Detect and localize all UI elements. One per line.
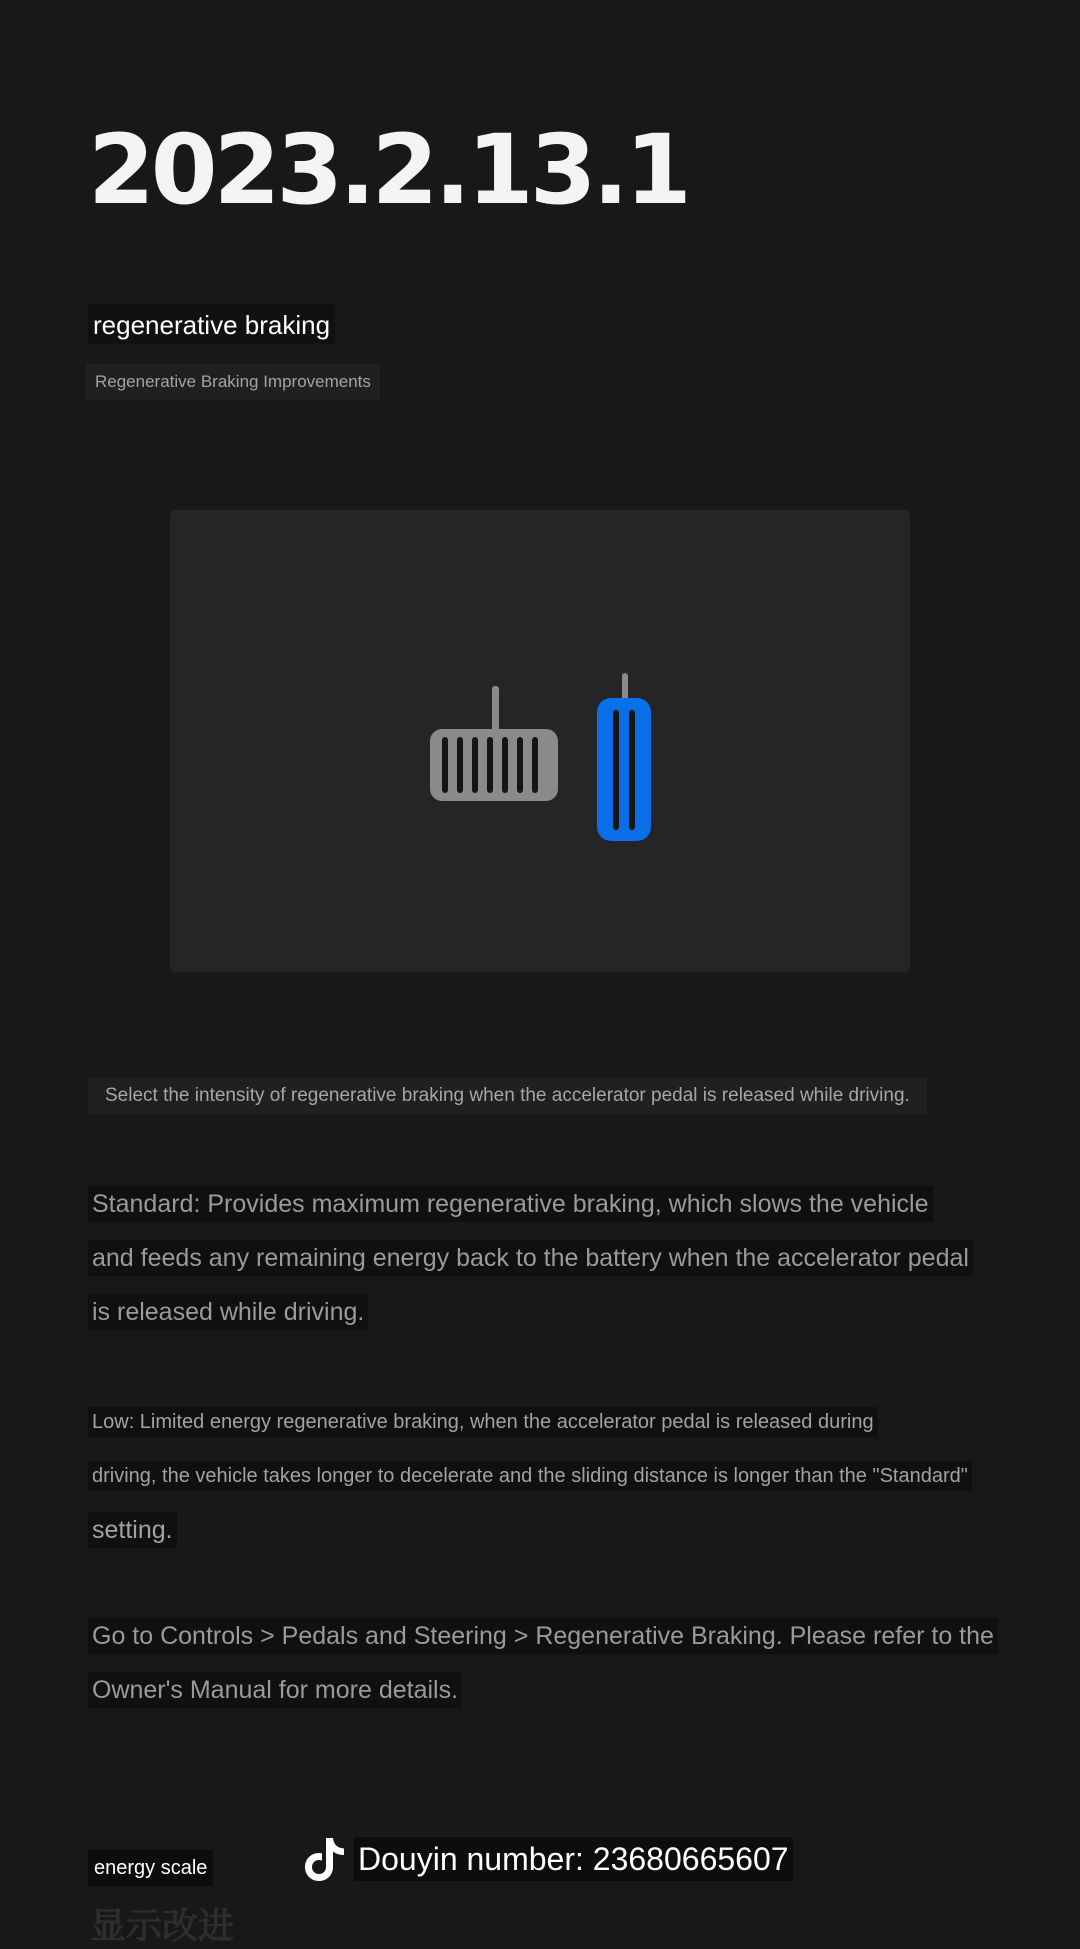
brake-pedal-icon <box>430 686 558 801</box>
accelerator-pedal-icon <box>597 673 651 841</box>
energy-scale-label: energy scale <box>88 1850 213 1886</box>
standard-line: and feeds any remaining energy back to the battery when the accelerator pedal <box>88 1240 973 1276</box>
standard-mode-description <box>88 1177 998 1339</box>
next-section-heading: 显示改进 <box>90 1906 235 1947</box>
low-line: Low: Limited energy regenerative braking, when the accelerator pedal is released during <box>88 1407 878 1437</box>
intro-text: Select the intensity of regenerative braking when the accelerator pedal is released while driving. <box>88 1078 927 1114</box>
goto-line: Owner's Manual for more details. <box>88 1672 462 1708</box>
low-mode-description <box>88 1395 998 1559</box>
standard-line: is released while driving. <box>88 1294 368 1330</box>
settings-path-description <box>88 1609 998 1717</box>
section-title: regenerative braking <box>88 304 335 344</box>
section-subtitle: Regenerative Braking Improvements <box>86 364 380 400</box>
standard-line: Standard: Provides maximum regenerative braking, which slows the vehicle <box>88 1186 933 1222</box>
low-line: setting. <box>88 1512 177 1548</box>
pedals-icon <box>170 510 910 972</box>
douyin-watermark <box>300 1834 793 1884</box>
pedals-illustration-card <box>170 510 910 972</box>
watermark-text: Douyin number: 23680665607 <box>354 1837 793 1881</box>
goto-line: Go to Controls > Pedals and Steering > Regenerative Braking. Please refer to the <box>88 1618 998 1654</box>
version-number: 2023.2.13.1 <box>88 114 688 226</box>
low-line: driving, the vehicle takes longer to decelerate and the sliding distance is longer than the "Standard" <box>88 1461 972 1491</box>
tiktok-icon <box>300 1834 348 1884</box>
